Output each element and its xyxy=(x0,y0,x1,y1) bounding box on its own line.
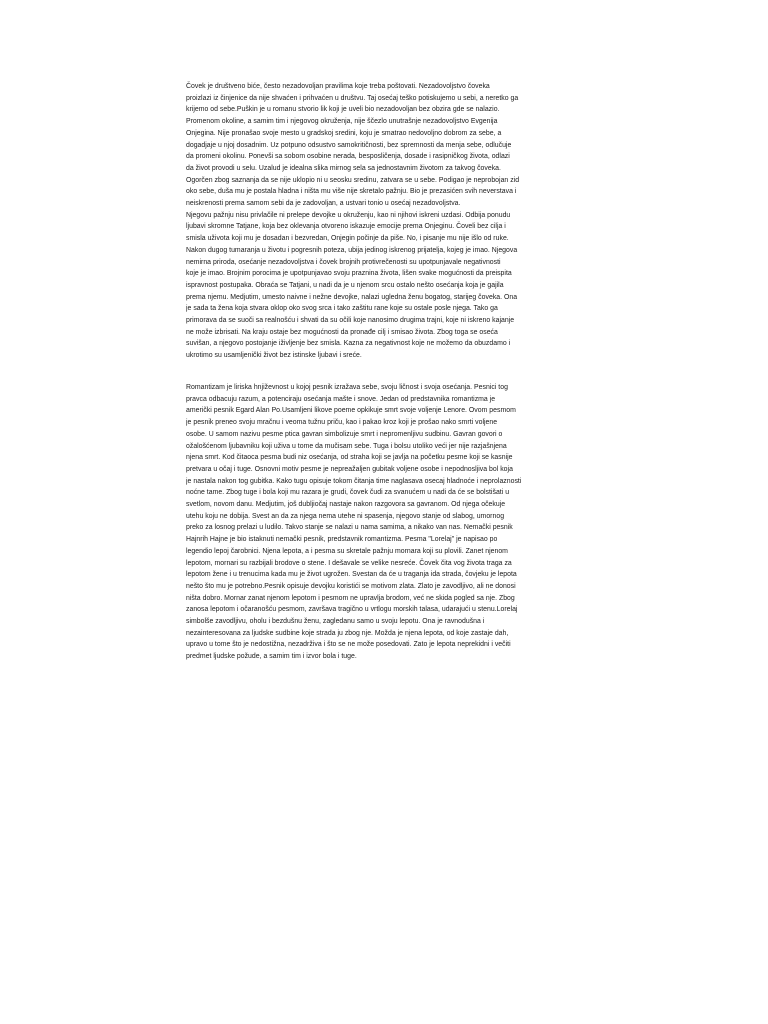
text-line: neiskrenosti prema samom sebi da je zadovoljan, a ustvari tonio u osećaj nezadovoljstva. xyxy=(186,200,461,208)
text-line: proizlazi iz činjenice da nije shvaćen i prihvaćen u društvu. Taj osećaj teško potiskujemo u sebi, a neretko ga xyxy=(186,94,519,102)
text-line: Onjegina. Nije pronašao svoje mesto u gradskoj sredini, koju je smatrao nedovoljno dobrom za sebe, a xyxy=(186,129,502,137)
text-line: nezainteresovana za ljudske sudbine koje strada ju zbog nje. Možda je njena lepota, od koje zastaje dah, xyxy=(186,629,509,637)
text-line: osobe. U samom nazivu pesme ptica gavran simbolizuje smrt i nepromenljivu sudbinu. Gavran govori o xyxy=(186,430,503,438)
text-line: predmet ljudske požude, a samim tim i izvor bola i tuge. xyxy=(186,653,357,661)
text-line: njena smrt. Kod čitaoca pesma budi niz osećanja, od straha koji se javlja na početku pesme koji se kasnije xyxy=(186,454,513,462)
text-line: lepotom, mornari su razbijali brodove o stene. I dešavale se velike nesreće. Čovek čita vog života traga za xyxy=(186,559,512,567)
text-line: oko sebe, duša mu je postala hladna i ništa mu više nije skretalo pažnju. Bio je prezasićen svih neverstava i xyxy=(186,188,517,196)
text-line: nemirna priroda, osećanje nezadovoljstva i čovek brojnih protivrečenosti su upotpunjavale negativnosti xyxy=(186,258,501,266)
text-line: krijemo od sebe.Puškin je u romanu stvorio lik koji je uveli bio nezadovoljan bez obzira gde se nalazio. xyxy=(186,106,500,114)
text-line: ne može izbrisati. Na kraju ostaje bez mogućnosti da pronađe cilj i smisao života. Zbog toga se oseća xyxy=(186,328,498,336)
text-line: Ogorčen zbog saznanja da se nije uklopio ni u seosku sredinu, zatvara se u sebe. Podigao je neprobojan zid xyxy=(186,176,520,184)
text-line: je nastala nakon tog gubitka. Kako tugu opisuje tokom čitanja time naglasava osecaj hladnoće i neprolaznosti xyxy=(186,477,522,485)
text-line: svetlom, novom danu. Medjutim, još dubljiočaj nastaje nakon razgovora sa gavranom. Od njega očekuje xyxy=(186,501,506,509)
text-line: noćne tame. Zbog tuge i bola koji mu razara je grudi, čovek čudi za svanućem u nadi da će se bolstišati u xyxy=(186,489,510,497)
text-line: legendio lepoj čarobnici. Njena lepota, a i pesma su skretale pažnju mornara koji su plovili. Zanet njenom xyxy=(186,547,508,555)
text-line: ljubavi skromne Tatjane, koja bez oklevanja otvoreno iskazuje emocije prema Onjeginu. Čoveli bez cilja i xyxy=(186,223,506,231)
text-line: Romantizam je liriska hnjiževnost u kojoj pesnik izražava sebe, svoju ličnost i svoja osećanja. Pesnici tog xyxy=(186,384,508,391)
text-line: Promenom okoline, a samim tim i njegovog okruženja, nije ščezlo unutrašnje nezadovoljstvo Evgenija xyxy=(186,118,498,126)
text-line: je pesnik preneo svoju mračnu i veoma tužnu priču, kao i pakao kroz koji je prošao nako smrti voljene xyxy=(186,419,498,427)
text-line: nešto što mu je potrebno.Pesnik opisuje devojku koristići se motivom zlata. Zlato je zavodljivo, ali ne donosi xyxy=(186,582,516,590)
text-line: Čovek je društveno biće, često nezadovoljan pravilima koje treba poštovati. Nezadovoljstvo čoveka xyxy=(186,83,490,90)
text-line: koje je imao. Brojnim porocima je upotpunjavao svoju praznina života, lišen svake mogućnosti da preispita xyxy=(186,270,512,278)
text-line: smisla uživota koji mu je dosadan i bezvredan, Onjegin počinje da piše. No, i pisanje mu nije išlo od ruke. xyxy=(186,235,509,243)
text-line: Hajnrih Hajne je bio istaknuti nemački pesnik, predstavnik romantizma. Pesma "Lorelaj" je napisao po xyxy=(186,536,498,544)
text-line: ukrotimo su usamljenički život bez istinske ljubavi i sreće. xyxy=(186,352,362,360)
text-line: zanosa lepotom i očaranošću pesmom, završava tragično u vrtlogu morskih talasa, udarajući u stenu.Lorelaj xyxy=(186,606,518,614)
text-line: da život provodi u selu. Uzalud je idealna slika mirnog sela sa jednostavnim životom za takvog čoveka. xyxy=(186,164,501,172)
text-line: ispravnost postupaka. Obraća se Tatjani, u nadi da je u njenom srcu ostalo nešto osećanja koja je gajila xyxy=(186,281,504,289)
text-line: ništa dobro. Mornar zanat njenom lepotom i pesmom ne upravlja brodom, već ne skida pogled sa nje. Zbog xyxy=(186,594,515,602)
text-line: utehu koju ne dobija. Svest an da za njega nema utehe ni spasenja, njegovo stanje od slabog, umornog xyxy=(186,512,505,520)
paragraph-romantizam xyxy=(186,382,582,663)
text-line: upravo u tome što je nedostižna, nezadrživa i što se ne može posedovati. Zato je lepota neprekidni i večiti xyxy=(186,641,511,649)
paragraph-onjegin xyxy=(186,81,582,362)
text-line: prema njemu. Medjutim, umesto naivne i nežne devojke, nalazi ugledna ženu bogatog, starijeg čoveka. Ona xyxy=(186,293,518,301)
text-line: pravca odbacuju razum, a potenciraju osećanja mašte i snove. Jedan od predstavnika romantizma je xyxy=(186,395,496,403)
text-line: je sada ta žena koja stvara oklop oko svog srca i tako zaštitu rane koje su ostale posle njega. Tako ga xyxy=(186,305,498,313)
text-line: lepotom žene i u trenucima kada mu je život ugrožen. Svestan da će u traganja ida strada, čovjeku je lepota xyxy=(186,571,517,579)
text-line: Nakon dugog tumaranja u životu i pogresnih poteza, ubija jedinog iskrenog prijatelja, kojeg je imao. Njegova xyxy=(186,246,518,254)
text-line: Njegovu pažnju nisu privlačile ni prelepe devojke u okruženju, kao ni njihovi iskreni uzdasi. Odbija ponudu xyxy=(186,211,511,219)
text-line: dogadjaje u njoj dosadnim. Uz potpuno odsustvo samokritičnosti, bez spremnosti da menja sebe, odlučuje xyxy=(186,141,512,149)
text-line: da promeni okolinu. Ponevši sa sobom osobine nerada, besposličenja, dosade i rasipničkog života, odlazi xyxy=(186,153,510,161)
text-line: pretvara u očaj i tuge. Osnovni motiv pesme je nepreažaljen gubitak voljene osobe i nepodnosljiva bol koja xyxy=(186,465,513,473)
text-line: američki pesnik Egard Alan Po.Usamljeni likove poeme opkikuje smrt svoje voljenje Lenore. Ovom pesmom xyxy=(186,407,516,415)
text-line: primorava da se suoči sa realnošću i shvati da su očili koje nanosimo drugima trajni, koje ni iskreno kajanje xyxy=(186,317,515,325)
text-line: ožalošćenom ljubavniku koji uživa u tome da mučisam sebe. Tuga i bolsu utoliko veći jer nije razjašnjena xyxy=(186,442,507,450)
text-line: suvišan, a njegovo postojanje iživljenje bez smisla. Kazna za negativnost koje ne možemo da obuzdamo i xyxy=(186,340,511,348)
text-line: simbolše zavodljivu, oholu i bezdušnu ženu, zagledanu samo u svoju lepotu. Ona je ravnodušna i xyxy=(186,618,485,626)
text-line: preko za losnog prelazi u ludilo. Takvo stanje se nalazi u nama samima, a nikako van nas. Nemački pesnik xyxy=(186,524,513,532)
